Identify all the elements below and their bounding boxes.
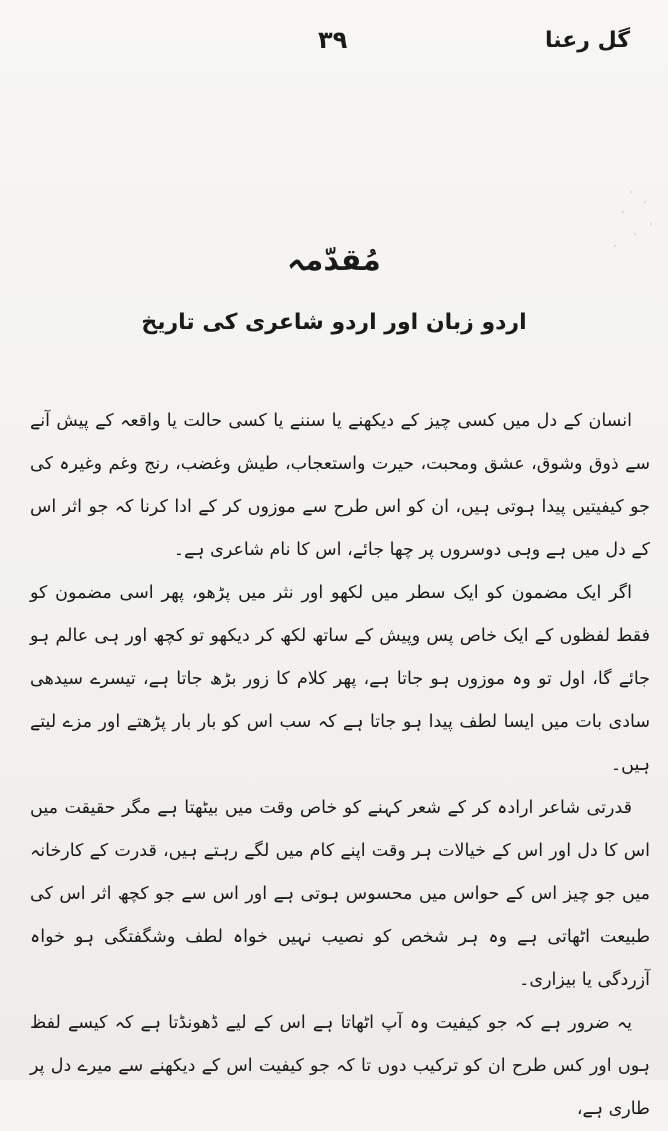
chapter-title: مُقدّمہ [287,243,381,278]
body-text [30,400,650,1131]
paragraph: انسان کے دل میں کسی چیز کے دیکھنے یا سننے یا کسی حالت یا واقعہ کے پیش آنے سے ذوق وشوق، عشق ومحبت، حیرت واستعجاب، طیش وغضب، رنج وغم وغیرہ کی جو کیفیتیں پیدا ہوتی ہیں، ان کو اس طرح سے موزوں کر کے ادا کرنا کہ جو اثر اس کے دل میں ہے وہی دوسروں پر چھا جائے، اس کا نام شاعری ہے۔ [30,411,650,560]
paragraph: اگر ایک مضمون کو ایک سطر میں لکھو اور نثر میں پڑھو، پھر اسی مضمون کو فقط لفظوں کے ایک خاص پس وپیش کے ساتھ لکھ کر دیکھو تو کچھ اور ہی عالم ہو جائے گا، اول تو وہ موزوں ہو جاتا ہے، پھر کلام کا زور بڑھ جاتا ہے، تیسرے سیدھی سادی بات میں ایسا لطف پیدا ہو جاتا ہے کہ سب اس کو بار بار پڑھتے اور مزے لیتے ہیں۔ [30,583,650,775]
paragraph: یہ ضرور ہے کہ جو کیفیت وہ آپ اٹھاتا ہے اس کے لیے ڈھونڈتا ہے کہ کیسے لفظ ہوں اور کس طرح ان کو ترکیب دوں تا کہ جو کیفیت اس کے دیکھنے سے میرے دل پر طاری ہے، [30,1013,650,1119]
running-head-title: گل رعنا [544,28,630,53]
paragraph: قدرتی شاعر ارادہ کر کے شعر کہنے کو خاص وقت میں بیٹھتا ہے مگر حقیقت میں اس کا دل اور اس کے خیالات ہر وقت اپنے کام میں لگے رہتے ہیں، قدرت کے کارخانہ میں جو چیز اس کے حواس میں محسوس ہوتی ہے اور اس سے جو کچھ اثر اس کی طبیعت اٹھاتی ہے وہ ہر شخص کو نصیب نہیں خواہ لطف وشگفتگی ہو خواہ آزردگی یا بیزاری۔ [30,798,650,990]
page-number: ۳۹ [318,26,348,54]
chapter-subtitle: اردو زبان اور اردو شاعری کی تاریخ [141,310,527,335]
